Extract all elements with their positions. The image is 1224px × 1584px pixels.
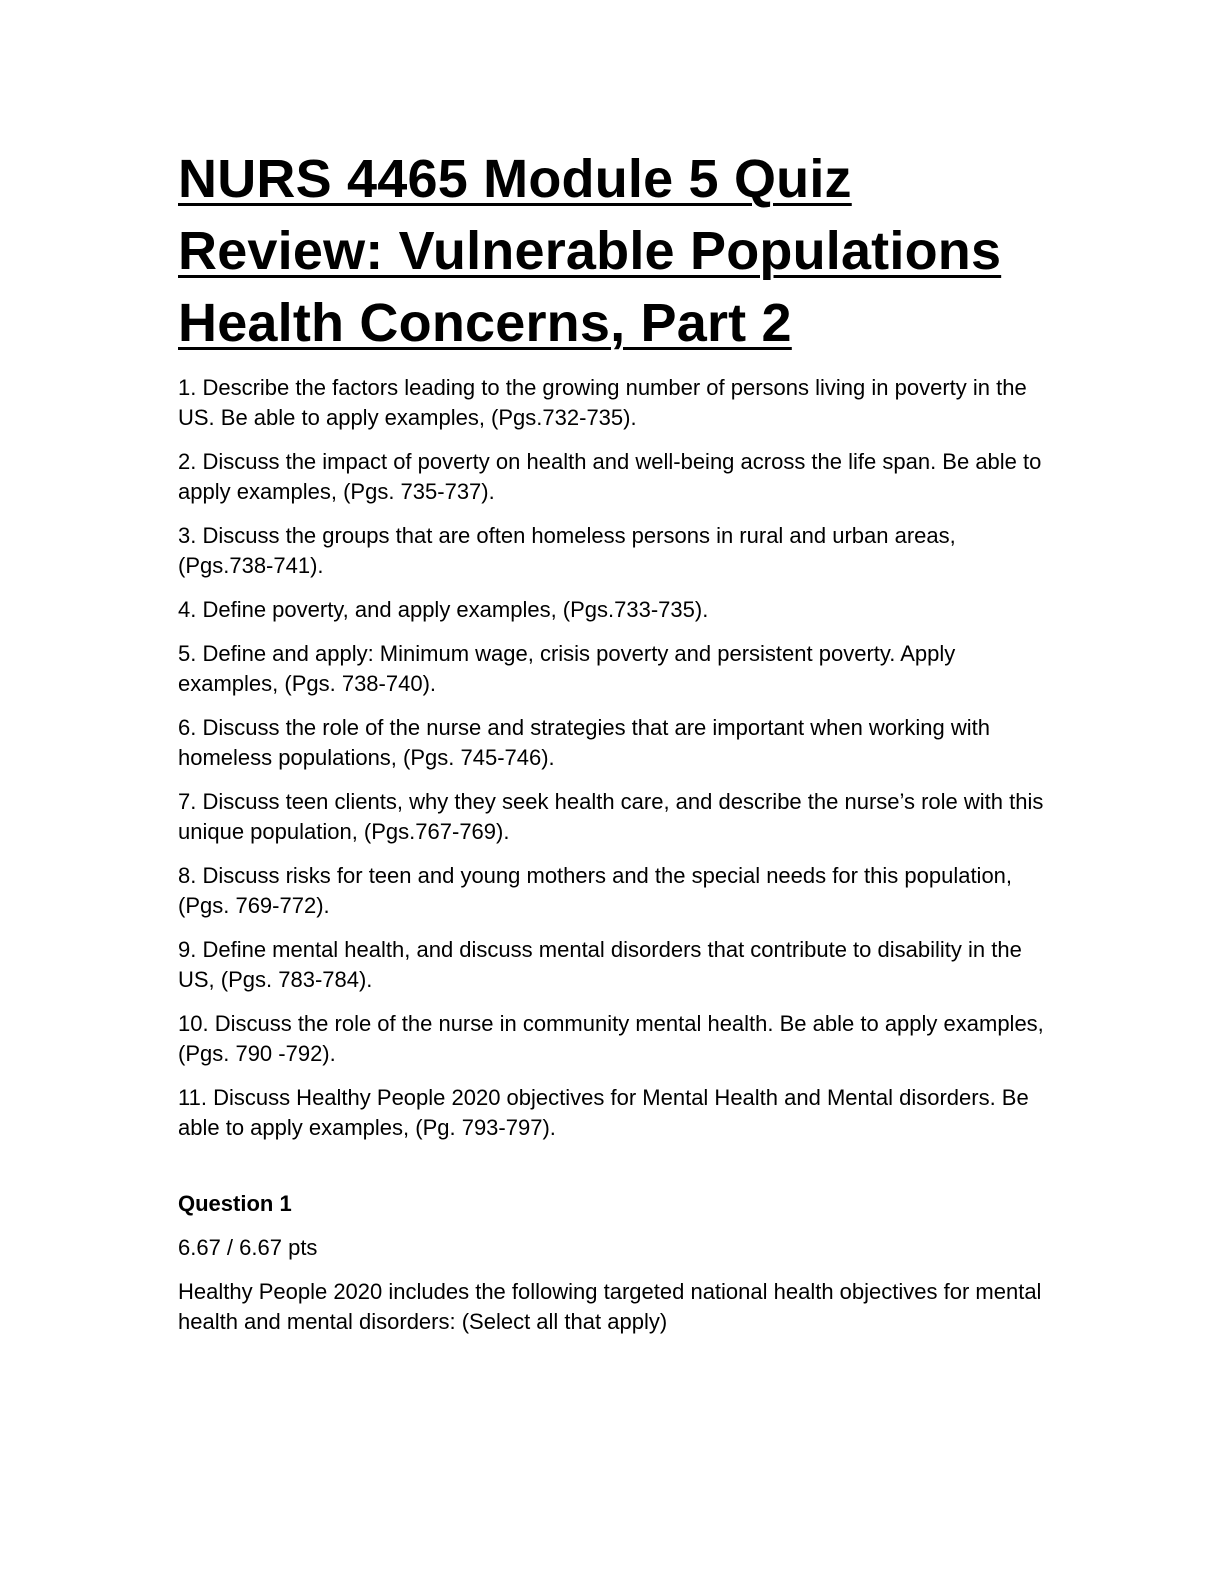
objective-item: 5. Define and apply: Minimum wage, crisis poverty and persistent poverty. Apply examples, (Pgs. 738-740). xyxy=(178,641,956,696)
document-title: NURS 4465 Module 5 Quiz Review: Vulnerable Populations Health Concerns, Part 2 xyxy=(178,149,1002,353)
question-block xyxy=(178,1189,1048,1337)
objective-item: 3. Discuss the groups that are often homeless persons in rural and urban areas, (Pgs.738-741). xyxy=(178,523,956,578)
question-score: 6.67 / 6.67 pts xyxy=(178,1235,318,1260)
objective-item: 7. Discuss teen clients, why they seek health care, and describe the nurse’s role with this unique population, (Pgs.767-769). xyxy=(178,789,1044,844)
objective-item: 10. Discuss the role of the nurse in community mental health. Be able to apply examples, (Pgs. 790 -792). xyxy=(178,1011,1044,1066)
question-prompt: Healthy People 2020 includes the following targeted national health objectives for mental health and mental disorders: (Select all that apply) xyxy=(178,1279,1042,1334)
objective-item: 2. Discuss the impact of poverty on health and well-being across the life span. Be able to apply examples, (Pgs. 735-737). xyxy=(178,449,1042,504)
objective-item: 11. Discuss Healthy People 2020 objectives for Mental Health and Mental disorders. Be able to apply examples, (Pg. 793-797). xyxy=(178,1085,1029,1140)
objective-item: 6. Discuss the role of the nurse and strategies that are important when working with homeless populations, (Pgs. 745-746). xyxy=(178,715,990,770)
objective-item: 4. Define poverty, and apply examples, (Pgs.733-735). xyxy=(178,597,709,622)
objectives-list xyxy=(178,373,1048,1143)
question-heading: Question 1 xyxy=(178,1191,292,1216)
document-page xyxy=(178,143,1048,1337)
objective-item: 8. Discuss risks for teen and young mothers and the special needs for this population, (Pgs. 769-772). xyxy=(178,863,1013,918)
objective-item: 9. Define mental health, and discuss mental disorders that contribute to disability in the US, (Pgs. 783-784). xyxy=(178,937,1022,992)
objective-item: 1. Describe the factors leading to the growing number of persons living in poverty in the US. Be able to apply examples, (Pgs.732-735). xyxy=(178,375,1027,430)
